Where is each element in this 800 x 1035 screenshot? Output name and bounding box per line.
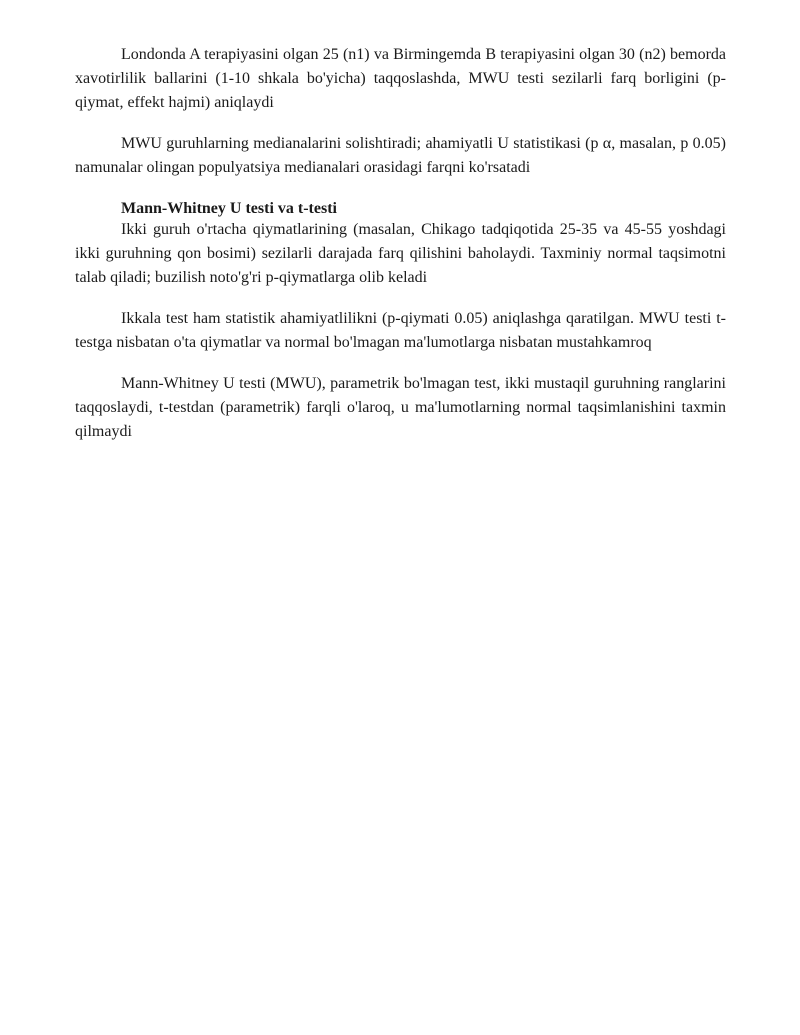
paragraph-mwu-definition: Mann-Whitney U testi (MWU), parametrik bo'lmagan test, ikki mustaqil guruhning ranglarini taqqoslaydi, t-testdan (parametrik) farqli o'laroq, u ma'lumotlarning normal taqsimlanishini taxmin qilmaydi xyxy=(75,375,726,440)
paragraph-both-tests: Ikkala test ham statistik ahamiyatlilikni (p-qiymati 0.05) aniqlashga qaratilgan. MWU testi t-testga nisbatan o'ta qiymatlar va normal bo'lmagan ma'lumotlarga nisbatan mustahkamroq xyxy=(75,310,726,351)
document-page xyxy=(75,43,726,444)
section-heading: Mann-Whitney U testi va t-testi xyxy=(121,200,337,217)
paragraph-therapy-comparison: Londonda A terapiyasini olgan 25 (n1) va Birmingemda B terapiyasini olgan 30 (n2) bemorda xavotirlilik ballarini (1-10 shkala bo'yicha) taqqoslashda, MWU testi sezilarli farq borligini (p-qiymat, effekt hajmi) aniqlaydi xyxy=(75,46,726,111)
paragraph-mwu-medians: MWU guruhlarning medianalarini solishtiradi; ahamiyatli U statistikasi (p α, masalan, p 0.05) namunalar olingan populyatsiya medianalari orasidagi farqni ko'rsatadi xyxy=(75,135,726,176)
paragraph-t-test: Ikki guruh o'rtacha qiymatlarining (masalan, Chikago tadqiqotida 25-35 va 45-55 yoshdagi ikki guruhning qon bosimi) sezilarli darajada farq qilishini baholaydi. Taxminiy normal taqsimotni talab qiladi; buzilish noto'g'ri p-qiymatlarga olib keladi xyxy=(75,221,726,286)
